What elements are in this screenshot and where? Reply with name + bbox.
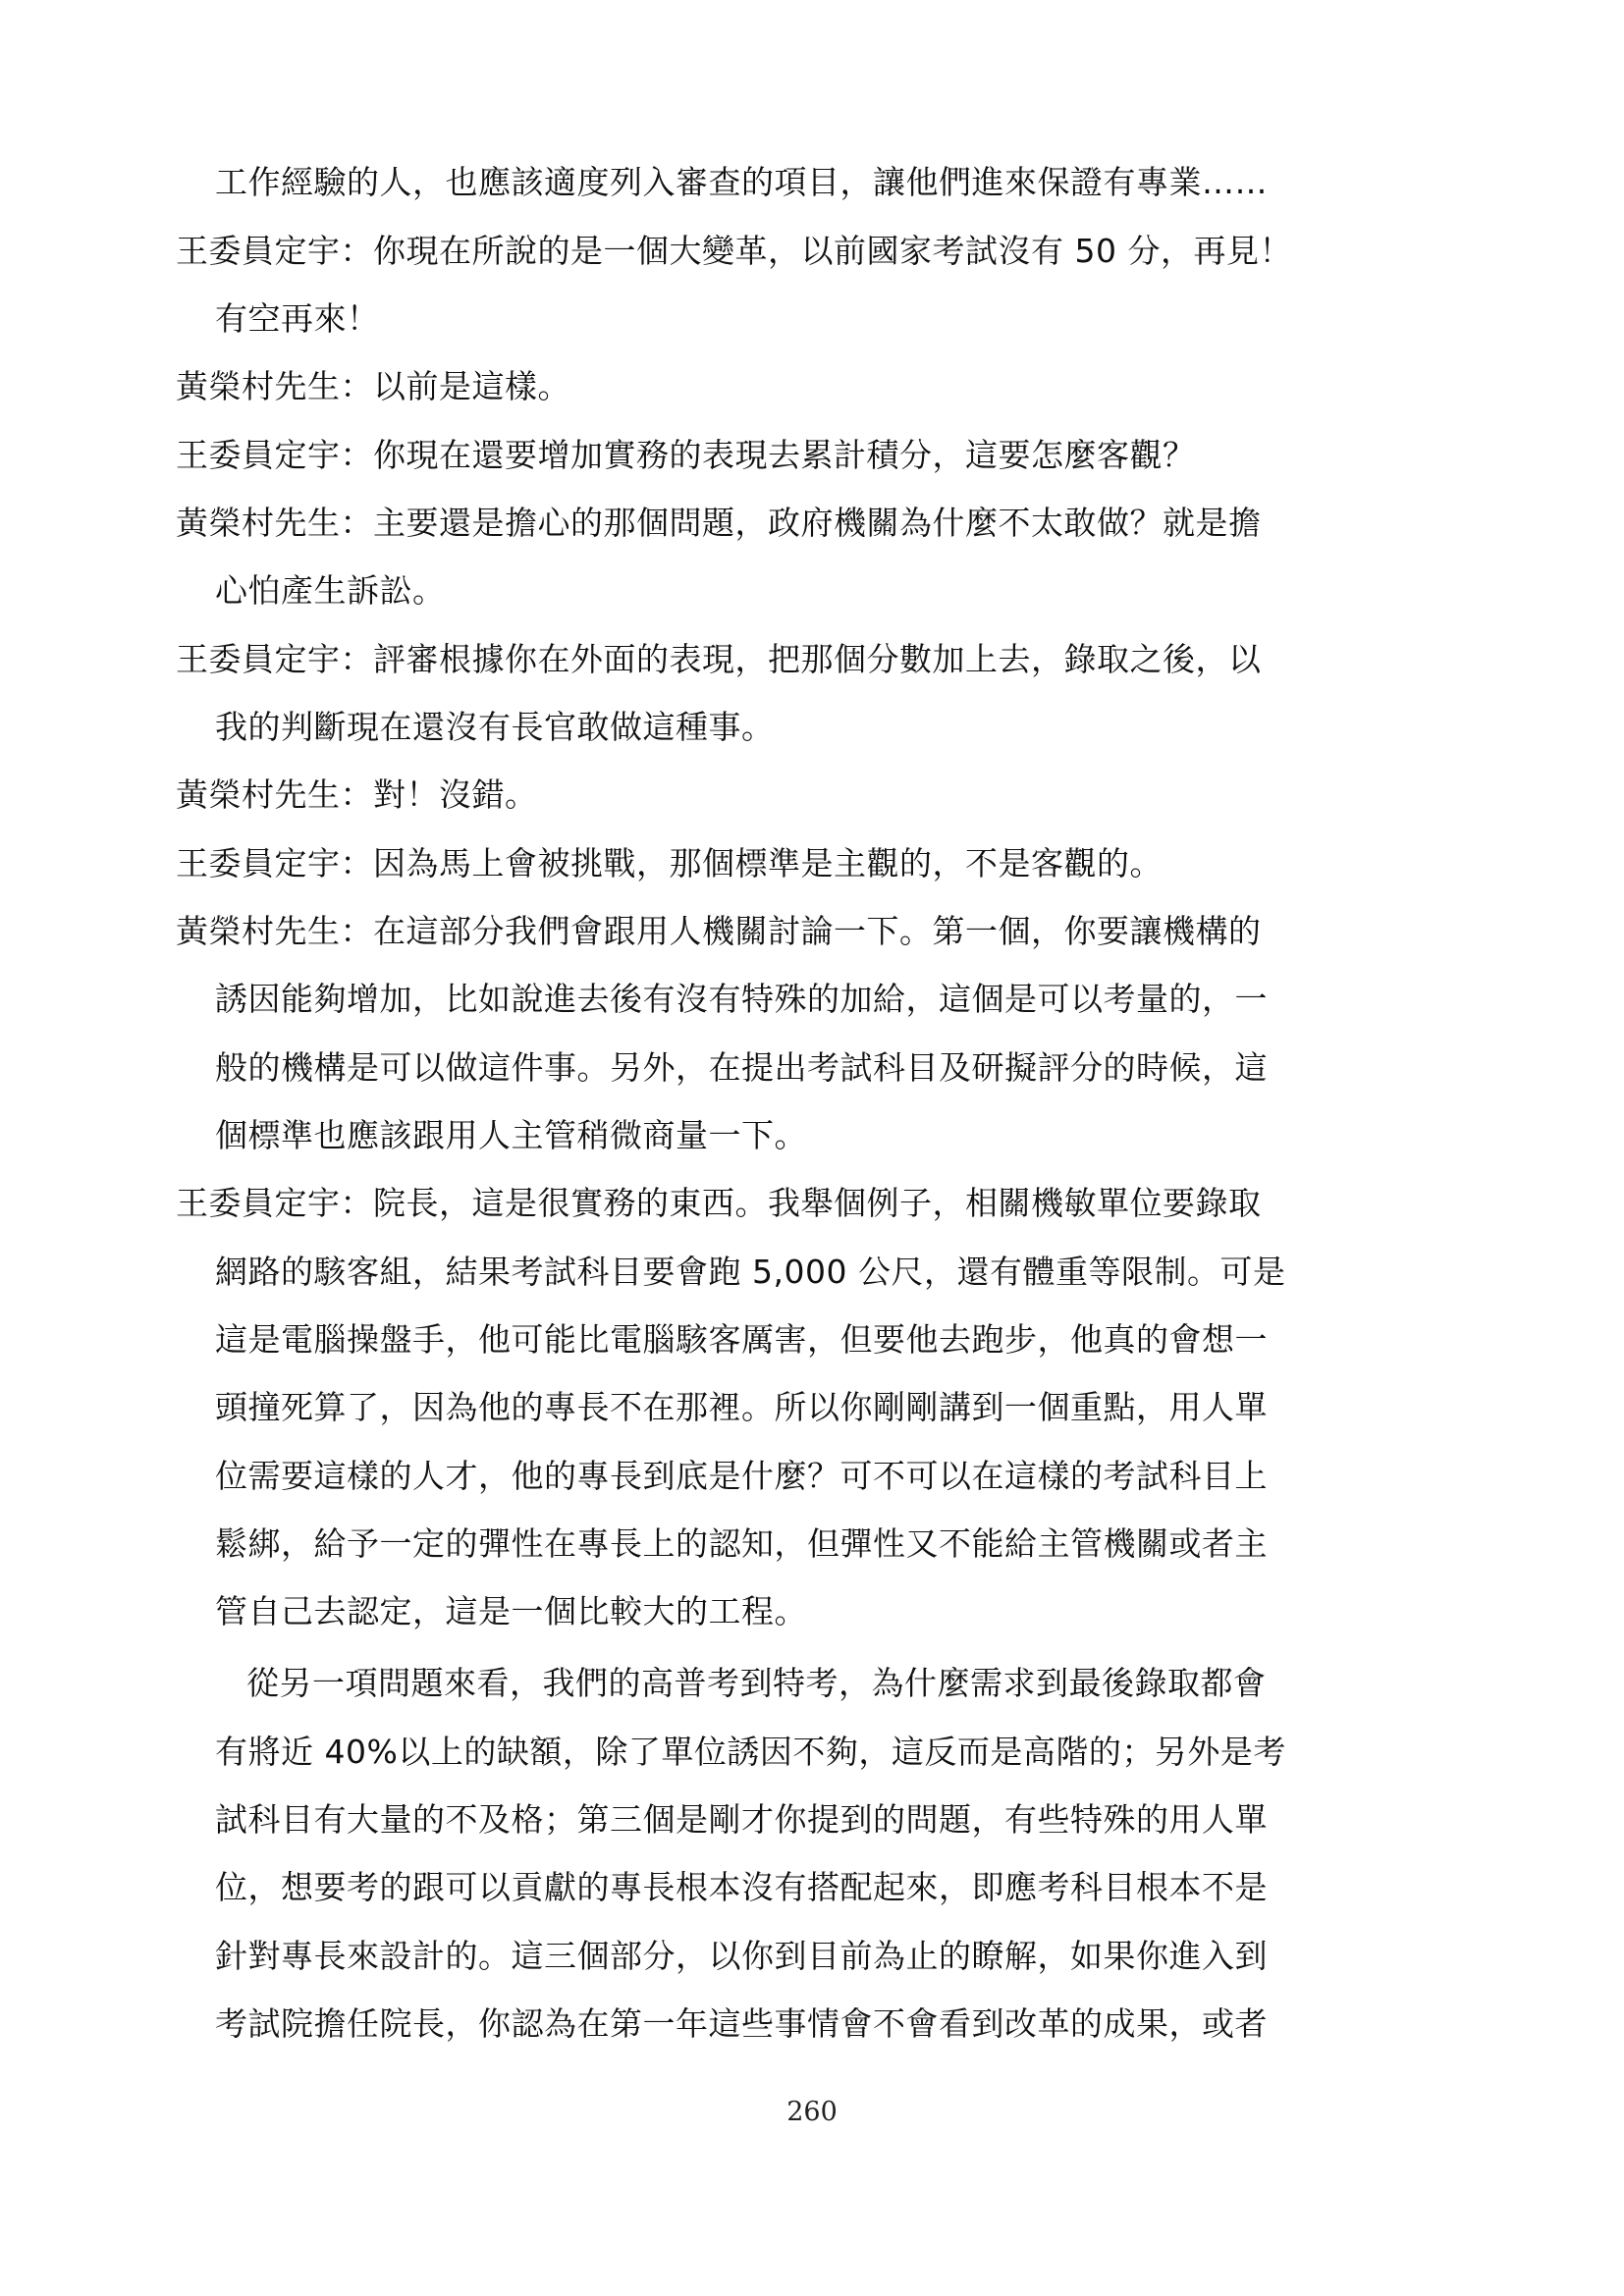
speaker-line: 黃榮村先生：以前是這樣。	[176, 367, 570, 405]
paragraph-first-line: 從另一項問題來看，我們的高普考到特考，為什麼需求到最後錄取都會	[246, 1664, 1267, 1702]
speaker-line: 王委員定宇：院長，這是很實務的東西。我舉個例子，相關機敏單位要錄取	[176, 1184, 1262, 1222]
text-line: 心怕產生訴訟。	[215, 571, 446, 610]
text-line: 位，想要考的跟可以貢獻的專長根本沒有搭配起來，即應考科目根本不是	[215, 1868, 1268, 1906]
text-line: 誘因能夠增加，比如說進去後有沒有特殊的加給，這個是可以考量的，一	[215, 980, 1268, 1018]
text-line: 考試院擔任院長，你認為在第一年這些事情會不會看到改革的成果，或者	[215, 2004, 1268, 2043]
speaker-line: 王委員定宇：因為馬上會被挑戰，那個標準是主觀的，不是客觀的。	[176, 844, 1163, 882]
text-line: 工作經驗的人，也應該適度列入審查的項目，讓他們進來保證有專業……	[215, 163, 1268, 201]
text-line: 網路的駭客組，結果考試科目要會跑 5,000 公尺，還有體重等限制。可是	[215, 1253, 1286, 1291]
text-line: 位需要這樣的人才，他的專長到底是什麼？可不可以在這樣的考試科目上	[215, 1457, 1268, 1495]
speaker-line: 黃榮村先生：對！沒錯。	[176, 775, 538, 814]
text-line: 有空再來！	[215, 299, 380, 338]
text-line: 試科目有大量的不及格；第三個是剛才你提到的問題，有些特殊的用人單	[215, 1800, 1268, 1839]
text-line: 有將近 40%以上的缺額，除了單位誘因不夠，這反而是高階的；另外是考	[215, 1733, 1286, 1771]
text-line: 針對專長來設計的。這三個部分，以你到目前為止的瞭解，如果你進入到	[215, 1937, 1268, 1975]
text-line: 個標準也應該跟用人主管稍微商量一下。	[215, 1116, 807, 1154]
text-line: 我的判斷現在還沒有長官敢做這種事。	[215, 708, 775, 746]
text-line: 管自己去認定，這是一個比較大的工程。	[215, 1592, 807, 1630]
text-line: 這是電腦操盤手，他可能比電腦駭客厲害，但要他去跑步，他真的會想一	[215, 1320, 1268, 1359]
speaker-line: 黃榮村先生：在這部分我們會跟用人機關討論一下。第一個，你要讓機構的	[176, 912, 1262, 950]
text-line: 頭撞死算了，因為他的專長不在那裡。所以你剛剛講到一個重點，用人單	[215, 1388, 1268, 1426]
page-number: 260	[786, 2097, 838, 2127]
text-line: 般的機構是可以做這件事。另外，在提出考試科目及研擬評分的時候，這	[215, 1048, 1268, 1087]
speaker-line: 黃榮村先生：主要還是擔心的那個問題，政府機關為什麼不太敢做？就是擔	[176, 504, 1262, 542]
speaker-line: 王委員定宇：你現在還要增加實務的表現去累計積分，這要怎麼客觀？	[176, 436, 1196, 474]
text-line: 鬆綁，給予一定的彈性在專長上的認知，但彈性又不能給主管機關或者主	[215, 1524, 1268, 1563]
speaker-line: 王委員定宇：評審根據你在外面的表現，把那個分數加上去，錄取之後，以	[176, 640, 1262, 678]
speaker-line: 王委員定宇：你現在所說的是一個大變革，以前國家考試沒有 50 分，再見！	[176, 232, 1292, 270]
